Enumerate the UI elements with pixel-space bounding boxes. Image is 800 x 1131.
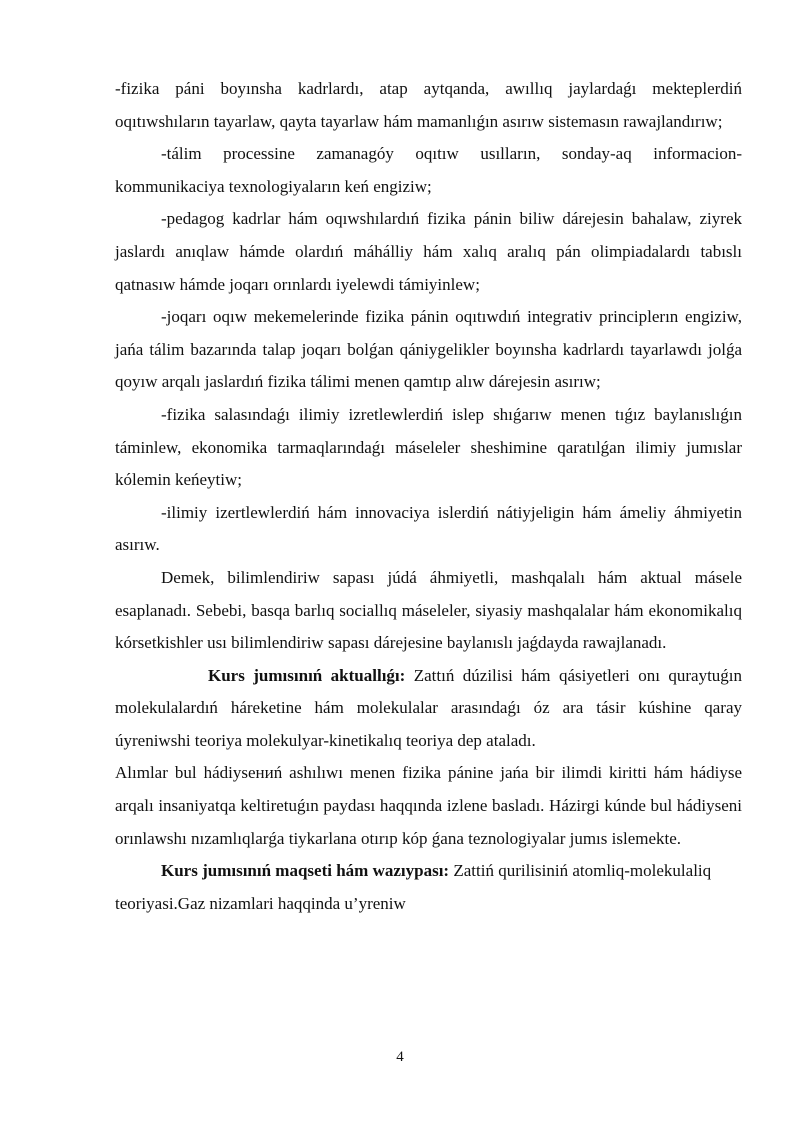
page-number: 4 — [396, 1049, 404, 1065]
paragraph-1: -fizika páni boyınsha kadrlardı, atap aytqanda, awıllıq jaylardaǵı mekteplerdiń oqıtıwshıların tayarlaw, qayta tayarlaw hám mamanlıǵın asırıw sistemasın rawajlandırıw; — [115, 79, 742, 131]
body-text — [115, 73, 742, 920]
goal-heading: Kurs jumısınıń maqseti hám wazıypası: — [161, 861, 450, 881]
paragraph-3: -pedagog kadrlar hám oqıwshılardıń fizika pánin biliw dárejesin bahalaw, ziyrek jaslardı anıqlaw hámde olardıń máhálliy hám xalıq aralıq pán olimpiadalardı tabıslı qatnasıw hámde joqarı orınlardı iyelewdi támiyinlew; — [115, 209, 742, 294]
goal-body: Zattiń qurilisiniń atomliq-molekulaliq teoriyasi.Gaz nizamlari haqqinda u’yreniw — [115, 861, 712, 913]
paragraph-2: -tálim processine zamanagóy oqıtıw usılların, sonday-aq informacion-kommunikaciya texnologiyaların keń engiziw; — [115, 144, 742, 196]
actuality-paragraph — [115, 660, 742, 758]
goal-paragraph — [115, 855, 742, 920]
paragraph-6: -ilimiy izertlewlerdiń hám innovaciya islerdiń nátiyjeligin hám ámeliy áhmiyetin asırıw. — [115, 502, 742, 555]
paragraph-5: -fizika salasındaǵı ilimiy izretlewlerdiń islep shıǵarıw menen tıǵız baylanıslıǵın táminlew, ekonomika tarmaqlarındaǵı máseleler sheshimine qaratılǵan ilimiy jumıslar kólemin keńeytiw; — [115, 404, 742, 490]
paragraph-8: Alımlar bul hádiysениń ashılıwı menen fizika pánine jańa bir ilimdi kiritti hám hádiyse arqalı insaniyatqa keltiretuǵın paydası haqqında izlene basladı. Házirgi kúnde bul hádiyseni orınlawshı nızamlıqlarǵa tiykarlana otırıp kóp ǵana teznologiyalar jumıs islemekte. — [115, 763, 742, 848]
paragraph-7: Demek, bilimlendiriw sapası júdá áhmiyetli, mashqalalı hám aktual másele esaplanadı. Sebebi, basqa barlıq sociallıq máseleler, siyasiy mashqalalar hám ekonomikalıq kórsetkishler usı bilimlendiriw sapası dárejesine baylanıslı jaǵdayda rawajlanadı. — [115, 567, 742, 653]
actuality-heading: Kurs jumısınıń aktuallıǵı: — [208, 665, 406, 685]
paragraph-4: -joqarı oqıw mekemelerinde fizika pánin oqıtıwdıń integrativ principlerın engiziw, jańa tálim bazarında talap joqarı bolǵan qániygelikler boyınsha kadrlardı tayarlawdı jolǵa qoyıw arqalı jaslardıń fizika tálimi menen qamtıp alıw dárejesin asırıw; — [115, 307, 742, 392]
actuality-body: Zattıń dúzilisi hám qásiyetleri onı quraytuǵın molekulalardıń háreketine hám molekulalar arasındaǵı óz ara tásir kúshine qaray úyreniwshi teoriya molekulyar-kinetikalıq teoriya dep ataladı. — [115, 665, 743, 750]
